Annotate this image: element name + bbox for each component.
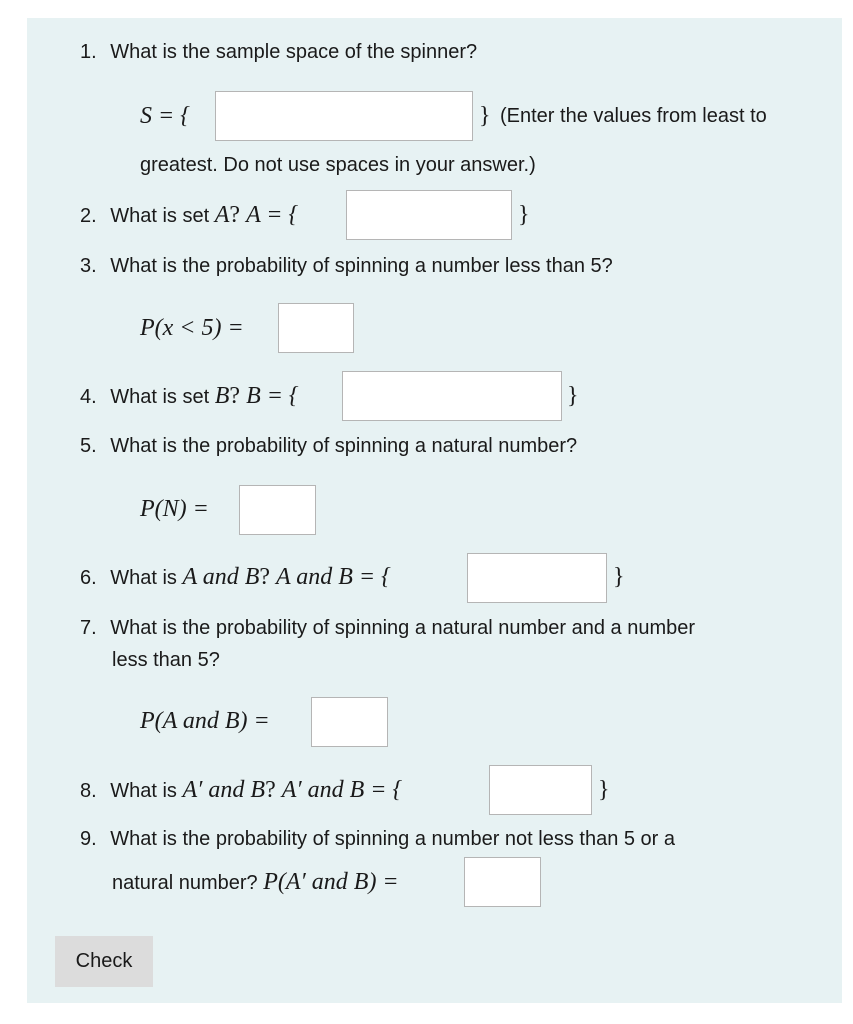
question-8 xyxy=(80,778,402,803)
question-number: 2. xyxy=(80,205,97,227)
q9-lhs: P(A′ and B) = xyxy=(263,869,399,895)
question-6 xyxy=(80,565,391,590)
question-number: 7. xyxy=(80,617,97,639)
closing-brace: } xyxy=(479,103,491,129)
question-text-line2: natural number? xyxy=(112,872,258,894)
a-and-b-input[interactable] xyxy=(467,553,607,603)
check-button[interactable]: Check xyxy=(55,936,153,987)
question-text: What is set xyxy=(110,205,210,227)
question-9-line2 xyxy=(112,870,399,895)
question-mark: ? xyxy=(229,383,241,409)
probability-less-than-5-input[interactable] xyxy=(278,303,354,353)
question-text-line2: less than 5? xyxy=(112,649,220,671)
question-text: What is the probability of spinning a natural number? xyxy=(110,435,578,457)
question-number: 8. xyxy=(80,780,97,802)
q6-lhs: A and B = { xyxy=(276,564,391,590)
question-number: 6. xyxy=(80,567,97,589)
q7-lhs xyxy=(140,709,270,733)
question-2 xyxy=(80,203,298,228)
probability-a-prime-and-b-input[interactable] xyxy=(464,857,541,907)
q1-note-line1: (Enter the values from least to xyxy=(500,105,767,127)
question-mark: ? xyxy=(259,564,271,590)
question-text: What is xyxy=(110,567,177,589)
a-prime-and-b-input[interactable] xyxy=(489,765,592,815)
set-expression: A′ and B xyxy=(182,777,266,803)
question-number: 5. xyxy=(80,435,97,457)
set-a-input[interactable] xyxy=(346,190,512,240)
set-expression: A and B xyxy=(182,564,260,590)
question-text: What is set xyxy=(110,386,210,408)
sample-space-input[interactable] xyxy=(215,91,473,141)
closing-brace: } xyxy=(518,202,530,228)
question-7 xyxy=(80,616,695,640)
question-text-line1: What is the probability of spinning a natural number and a number xyxy=(110,617,696,639)
q3-lhs xyxy=(140,316,244,340)
q1-lhs-expr: S = { xyxy=(140,103,190,129)
question-number: 1. xyxy=(80,41,97,63)
q4-lhs: B = { xyxy=(246,383,299,409)
question-3 xyxy=(80,254,613,278)
q2-lhs: A = { xyxy=(246,202,299,228)
question-5 xyxy=(80,434,577,458)
question-mark: ? xyxy=(265,777,276,803)
question-9 xyxy=(80,827,675,851)
set-b-input[interactable] xyxy=(342,371,562,421)
q7-lhs-expr: P(A and B) = xyxy=(140,708,270,734)
question-number: 3. xyxy=(80,255,97,277)
question-number: 9. xyxy=(80,828,97,850)
q1-note-line2: greatest. Do not use spaces in your answer.) xyxy=(140,154,536,176)
probability-natural-input[interactable] xyxy=(239,485,316,535)
q3-lhs-expr: P(x < 5) = xyxy=(140,315,244,341)
closing-brace: } xyxy=(567,383,579,409)
question-text: What is xyxy=(110,780,177,802)
question-text-line1: What is the probability of spinning a number not less than 5 or a xyxy=(110,828,676,850)
question-text: What is the sample space of the spinner? xyxy=(110,41,478,63)
probability-a-and-b-input[interactable] xyxy=(311,697,388,747)
q1-lhs xyxy=(140,104,190,128)
closing-brace: } xyxy=(613,564,625,590)
question-4 xyxy=(80,384,299,409)
set-name: B xyxy=(214,383,230,409)
question-mark: ? xyxy=(229,202,241,228)
q5-lhs-expr: P(N) = xyxy=(140,496,209,522)
q8-lhs: A′ and B = { xyxy=(281,777,403,803)
question-1 xyxy=(80,40,477,64)
closing-brace: } xyxy=(598,777,610,803)
question-number: 4. xyxy=(80,386,97,408)
set-name: A xyxy=(214,202,230,228)
q5-lhs xyxy=(140,497,209,521)
question-text: What is the probability of spinning a number less than 5? xyxy=(110,255,613,277)
